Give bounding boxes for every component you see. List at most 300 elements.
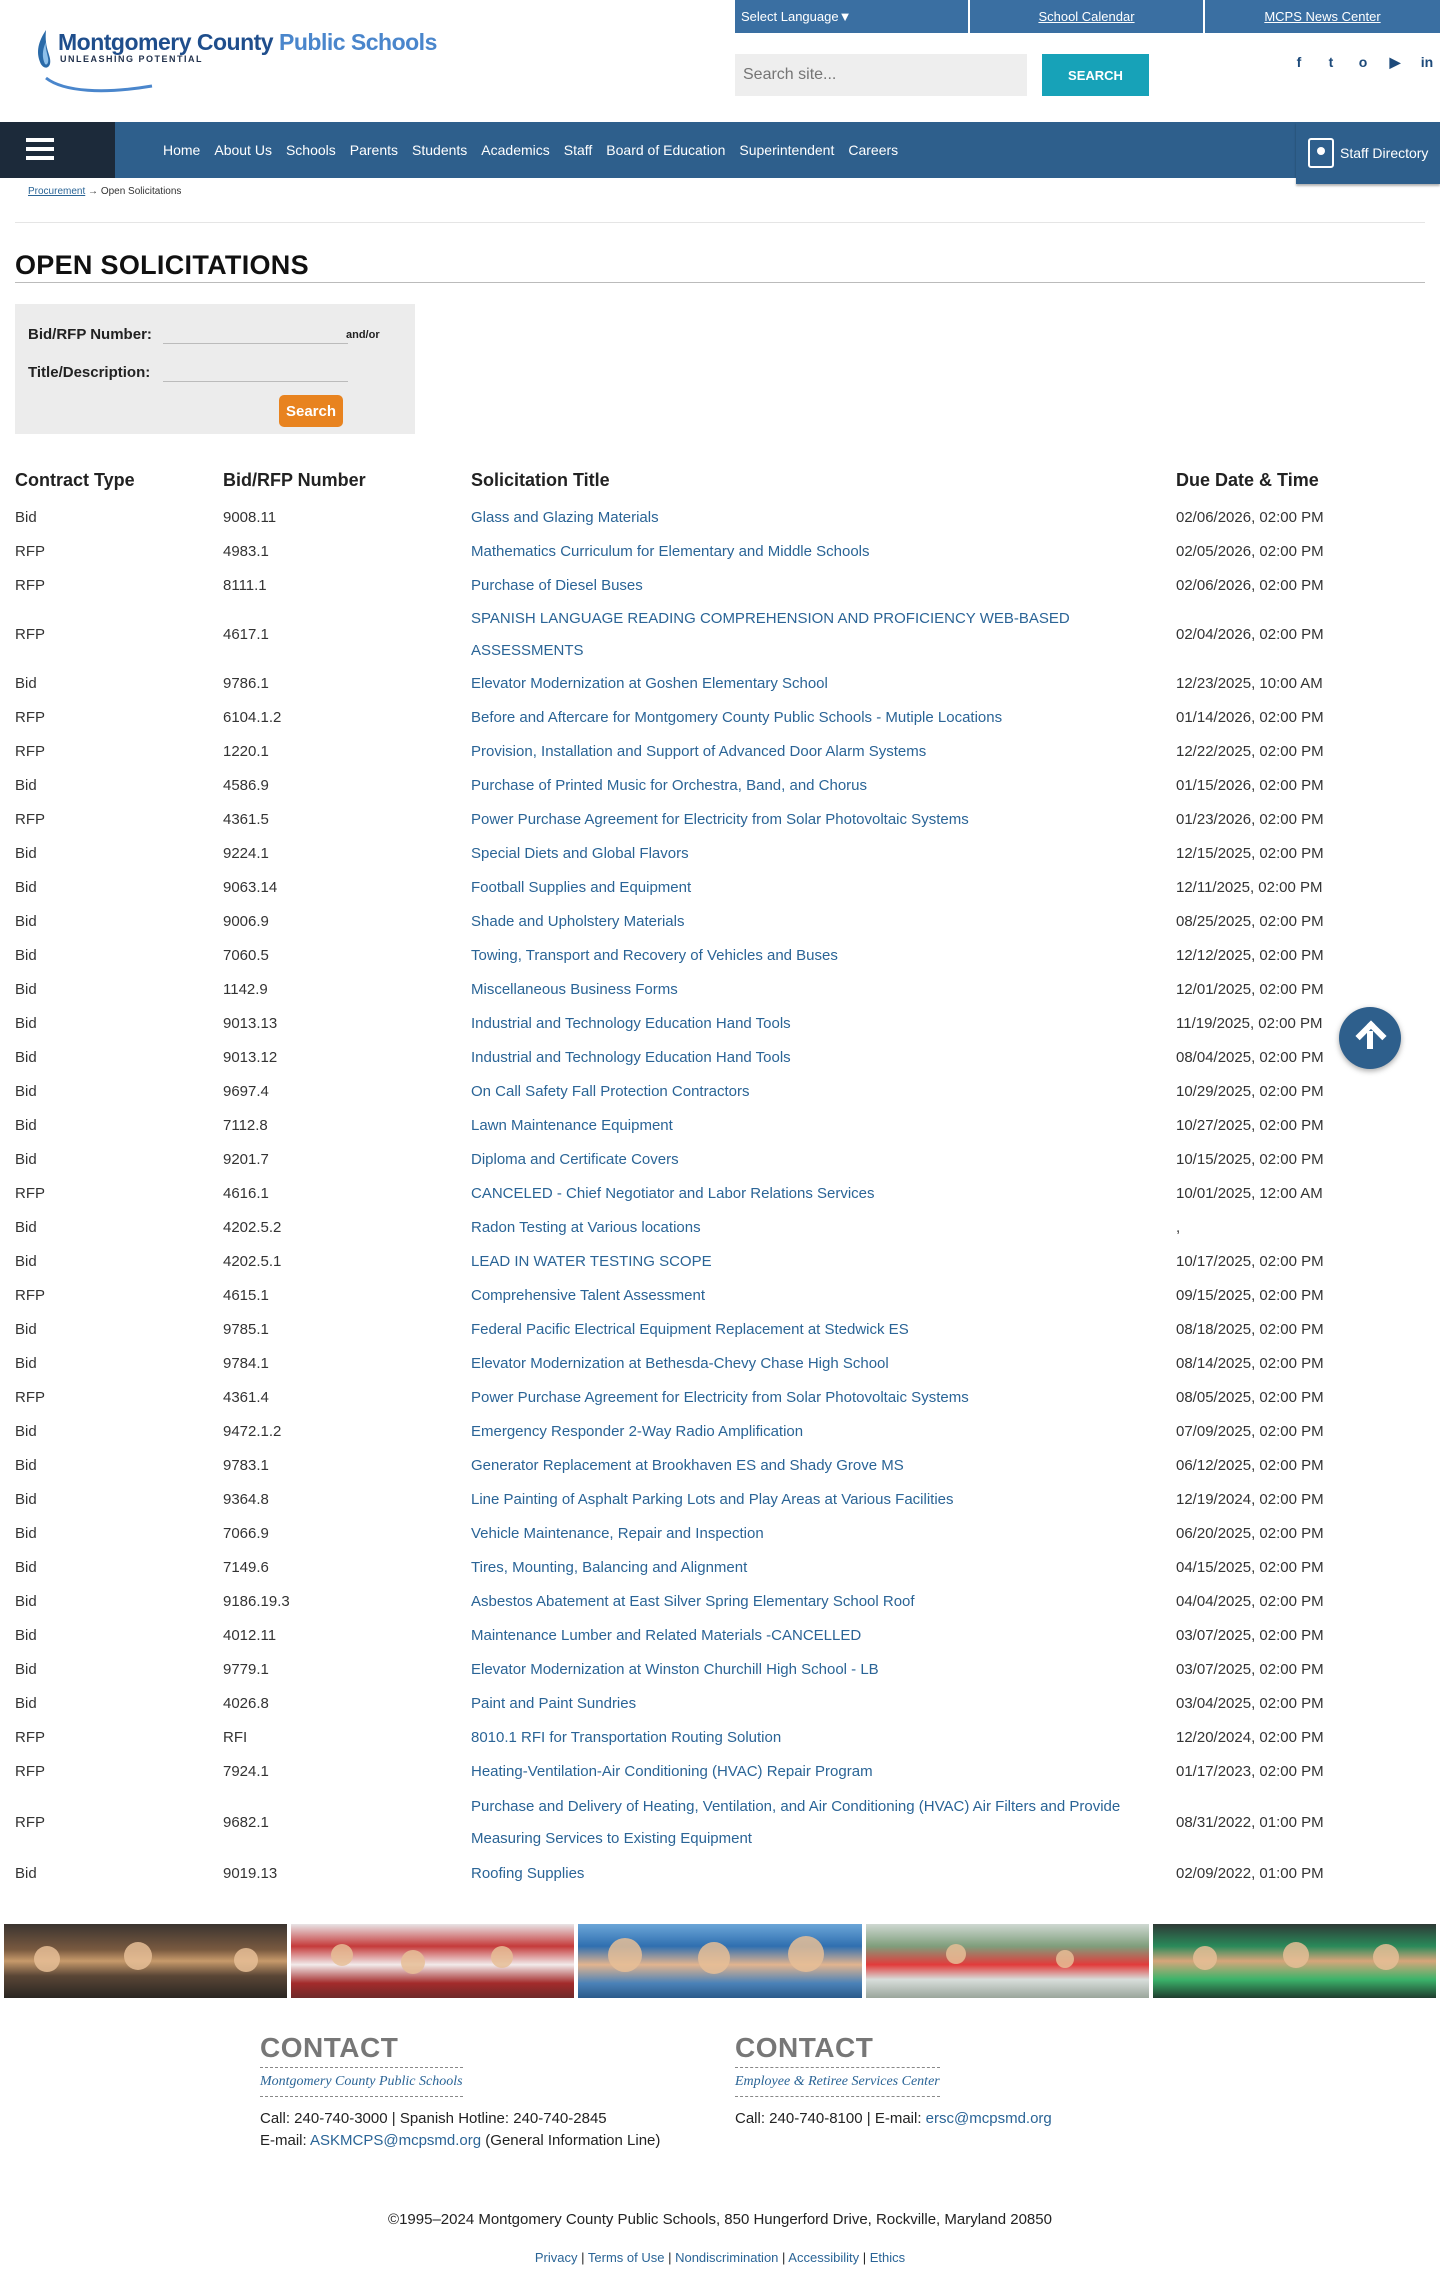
table-row — [15, 1483, 1415, 1517]
solicitation-title-link[interactable]: Tires, Mounting, Balancing and Alignment — [471, 1559, 748, 1576]
solicitation-title-cell — [471, 1585, 1176, 1619]
bid-number-cell: 4361.4 — [223, 1389, 269, 1406]
contract-type-cell: Bid — [15, 777, 37, 794]
privacy-link[interactable]: Privacy — [534, 2250, 578, 2265]
due-date-cell: 01/15/2026, 02:00 PM — [1176, 777, 1324, 794]
solicitation-title-link[interactable]: Elevator Modernization at Winston Churchill High School - LB — [471, 1661, 879, 1678]
bid-number-cell: 9784.1 — [223, 1355, 269, 1372]
bid-number-cell: 9006.9 — [223, 913, 269, 930]
contract-type-cell: Bid — [15, 1355, 37, 1372]
youtube-icon[interactable]: ▶ — [1389, 54, 1401, 70]
breadcrumb — [28, 186, 181, 197]
solicitation-title-cell — [471, 603, 1176, 667]
photo-students-smiling — [578, 1924, 861, 1998]
solicitation-title-cell — [471, 667, 1176, 701]
table-row — [15, 1653, 1415, 1687]
contract-type-cell: Bid — [15, 1321, 37, 1338]
contract-type-cell: RFP — [15, 811, 45, 828]
solicitation-title-link[interactable]: Emergency Responder 2-Way Radio Amplification — [471, 1423, 804, 1440]
solicitation-title-link[interactable]: Line Painting of Asphalt Parking Lots and Play Areas at Various Facilities — [471, 1491, 954, 1508]
bid-number-cell: 9013.12 — [223, 1049, 278, 1066]
nav-item-board[interactable]: Board of Education — [606, 142, 726, 158]
contract-type-cell: Bid — [15, 845, 37, 862]
header-contract-type[interactable]: Contract Type — [15, 470, 135, 490]
bid-number-cell: 9019.13 — [223, 1865, 278, 1882]
bid-number-input[interactable] — [163, 318, 348, 344]
solicitation-title-link[interactable]: Radon Testing at Various locations — [471, 1219, 701, 1236]
contract-type-cell: Bid — [15, 913, 37, 930]
school-calendar-link[interactable]: School Calendar — [970, 0, 1205, 33]
due-date-cell: 03/07/2025, 02:00 PM — [1176, 1627, 1324, 1644]
contract-type-cell: Bid — [15, 1253, 37, 1270]
contract-type-cell: Bid — [15, 1593, 37, 1610]
bid-number-cell: 9063.14 — [223, 879, 278, 896]
photo-bus-students — [4, 1924, 287, 1998]
solicitation-title-link[interactable]: Diploma and Certificate Covers — [471, 1151, 679, 1168]
due-date-cell: 01/14/2026, 02:00 PM — [1176, 709, 1324, 726]
bid-number-cell: 4617.1 — [223, 626, 269, 643]
bid-number-cell: 7149.6 — [223, 1559, 269, 1576]
menu-hamburger-icon[interactable] — [0, 122, 115, 178]
solicitation-title-link[interactable]: Power Purchase Agreement for Electricity from Solar Photovoltaic Systems — [471, 1389, 969, 1406]
nav-item-careers[interactable]: Careers — [848, 142, 899, 158]
solicitation-title-cell — [471, 1381, 1176, 1415]
divider — [15, 222, 1425, 223]
due-date-cell: 08/25/2025, 02:00 PM — [1176, 913, 1324, 930]
contract-type-cell: Bid — [15, 1423, 37, 1440]
breadcrumb-arrow: → — [88, 186, 99, 197]
solicitation-title-cell — [471, 1619, 1176, 1653]
logo-name-part2: Public Schools — [279, 29, 437, 55]
bid-number-cell: 9785.1 — [223, 1321, 269, 1338]
table-row — [15, 939, 1415, 973]
due-date-cell: 12/20/2024, 02:00 PM — [1176, 1729, 1324, 1746]
site-search-input[interactable] — [735, 54, 1027, 96]
ersc-email-link[interactable]: ersc@mcpsmd.org — [925, 2110, 1052, 2127]
footer-links: Privacy | Terms of Use | Nondiscrimination | Accessibility | Ethics — [534, 2250, 906, 2265]
solicitation-title-cell — [471, 1687, 1176, 1721]
solicitation-title-cell — [471, 1347, 1176, 1381]
due-date-cell: 02/05/2026, 02:00 PM — [1176, 543, 1324, 560]
facebook-icon[interactable]: f — [1296, 54, 1302, 70]
table-row — [15, 501, 1415, 535]
bid-number-cell: 1142.9 — [223, 981, 268, 998]
solicitations-table — [15, 470, 1415, 1891]
table-row — [15, 1687, 1415, 1721]
due-date-cell: 07/09/2025, 02:00 PM — [1176, 1423, 1324, 1440]
nav-item-students[interactable]: Students — [412, 142, 468, 158]
due-date-cell: 10/15/2025, 02:00 PM — [1176, 1151, 1324, 1168]
table-row — [15, 1313, 1415, 1347]
bid-number-cell: 9472.1.2 — [223, 1423, 282, 1440]
solicitation-title-cell — [471, 1449, 1176, 1483]
bid-number-cell: 7924.1 — [223, 1763, 269, 1780]
contract-type-cell: Bid — [15, 1457, 37, 1474]
table-row — [15, 1041, 1415, 1075]
ethics-link[interactable]: Ethics — [869, 2250, 906, 2265]
bid-number-cell: 9008.11 — [223, 509, 277, 526]
language-select[interactable]: Select Language▼ — [735, 0, 970, 33]
header-due-date[interactable]: Due Date & Time — [1176, 470, 1319, 490]
table-body — [15, 501, 1415, 1891]
due-date-cell: 12/23/2025, 10:00 AM — [1176, 675, 1323, 692]
bid-number-cell: 4616.1 — [223, 1185, 269, 1202]
solicitation-title-link[interactable]: Comprehensive Talent Assessment — [471, 1287, 706, 1304]
solicitation-title-link[interactable]: Lawn Maintenance Equipment — [471, 1117, 673, 1134]
contract-type-cell: RFP — [15, 1185, 45, 1202]
contact-org-name: Montgomery County Public Schools — [260, 2067, 463, 2097]
email-prefix: E-mail: — [260, 2132, 307, 2149]
header-bid-number[interactable]: Bid/RFP Number — [223, 470, 366, 490]
nav-item-academics[interactable]: Academics — [481, 142, 550, 158]
nav-item-staff[interactable]: Staff — [563, 142, 593, 158]
bid-number-cell: 7060.5 — [223, 947, 269, 964]
contact-card-icon — [1308, 138, 1334, 168]
table-row — [15, 1449, 1415, 1483]
table-row — [15, 1245, 1415, 1279]
table-row — [15, 837, 1415, 871]
breadcrumb-procurement[interactable]: Procurement — [28, 186, 86, 197]
solicitation-title-cell — [471, 769, 1176, 803]
table-row — [15, 1007, 1415, 1041]
contract-type-cell: RFP — [15, 626, 45, 643]
bid-number-cell: 9013.13 — [223, 1015, 278, 1032]
title-description-input[interactable] — [163, 356, 348, 382]
askmcps-email-link[interactable]: ASKMCPS@mcpsmd.org — [310, 2132, 482, 2149]
table-row — [15, 905, 1415, 939]
solicitation-title-link[interactable]: Special Diets and Global Flavors — [471, 845, 689, 862]
solicitation-title-cell — [471, 1551, 1176, 1585]
due-date-cell: 08/31/2022, 01:00 PM — [1176, 1814, 1324, 1831]
table-row — [15, 1143, 1415, 1177]
bid-number-cell: 4026.8 — [223, 1695, 269, 1712]
contract-type-cell: Bid — [15, 1661, 37, 1678]
table-row — [15, 1415, 1415, 1449]
table-row — [15, 803, 1415, 837]
bid-number-cell: 9779.1 — [223, 1661, 269, 1678]
table-row — [15, 1517, 1415, 1551]
instagram-icon[interactable]: o — [1358, 54, 1368, 70]
nav-item-parents[interactable]: Parents — [349, 142, 399, 158]
title-underline — [15, 282, 1425, 283]
due-date-cell: 02/04/2026, 02:00 PM — [1176, 626, 1324, 643]
social-links — [1290, 54, 1436, 71]
copyright: ©1995–2024 Montgomery County Public Schools, 850 Hungerford Drive, Rockville, Maryland 20850 — [388, 2211, 1052, 2228]
contract-type-cell: Bid — [15, 1627, 37, 1644]
bid-number-cell: 9201.7 — [223, 1151, 269, 1168]
due-date-cell: 08/04/2025, 02:00 PM — [1176, 1049, 1324, 1066]
due-date-cell: 03/07/2025, 02:00 PM — [1176, 1661, 1324, 1678]
solicitation-title-link[interactable]: Industrial and Technology Education Hand Tools — [471, 1015, 791, 1032]
table-row — [15, 735, 1415, 769]
contract-type-cell: Bid — [15, 1117, 37, 1134]
contract-type-cell: Bid — [15, 947, 37, 964]
solicitation-title-cell — [471, 803, 1176, 837]
contract-type-cell: Bid — [15, 675, 37, 692]
table-row — [15, 973, 1415, 1007]
solicitation-title-cell — [471, 905, 1176, 939]
contract-type-cell: Bid — [15, 1525, 37, 1542]
solicitation-title-link[interactable]: Purchase of Printed Music for Orchestra, Band, and Chorus — [471, 777, 868, 794]
accessibility-link[interactable]: Accessibility — [788, 2250, 860, 2265]
solicitation-title-cell — [471, 735, 1176, 769]
email-suffix: (General Information Line) — [485, 2132, 661, 2149]
contract-type-cell: Bid — [15, 1559, 37, 1576]
due-date-cell: 10/29/2025, 02:00 PM — [1176, 1083, 1324, 1100]
solicitation-title-cell — [471, 501, 1176, 535]
nav-item-home[interactable]: Home — [163, 142, 201, 158]
nondiscrimination-link[interactable]: Nondiscrimination — [675, 2250, 779, 2265]
solicitation-title-link[interactable]: Towing, Transport and Recovery of Vehicles and Buses — [471, 947, 838, 964]
table-row — [15, 1279, 1415, 1313]
table-row — [15, 1347, 1415, 1381]
due-date-cell: 12/01/2025, 02:00 PM — [1176, 981, 1324, 998]
ersc-phone: Call: 240-740-8100 | E-mail: — [735, 2110, 922, 2127]
table-row — [15, 535, 1415, 569]
table-row — [15, 1551, 1415, 1585]
bid-number-cell: 9697.4 — [223, 1083, 269, 1100]
table-row — [15, 701, 1415, 735]
solicitation-title-link[interactable]: Shade and Upholstery Materials — [471, 913, 685, 930]
solicitation-title-link[interactable]: CANCELED - Chief Negotiator and Labor Relations Services — [471, 1185, 875, 1202]
due-date-cell: 06/20/2025, 02:00 PM — [1176, 1525, 1324, 1542]
bid-number-cell: 7112.8 — [223, 1117, 268, 1134]
due-date-cell: , — [1176, 1219, 1181, 1236]
solicitation-title-cell — [471, 1653, 1176, 1687]
table-row — [15, 1619, 1415, 1653]
contract-type-cell: Bid — [15, 1083, 37, 1100]
bid-number-cell: 6104.1.2 — [223, 709, 282, 726]
contact-phone-line: Call: 240-740-3000 | Spanish Hotline: 240-740-2845 — [260, 2110, 607, 2127]
table-row — [15, 603, 1415, 667]
nav-links — [163, 122, 912, 178]
solicitation-filter — [15, 304, 415, 434]
solicitation-title-link[interactable]: Before and Aftercare for Montgomery County Public Schools - Mutiple Locations — [471, 709, 1003, 726]
due-date-cell: 02/06/2026, 02:00 PM — [1176, 577, 1324, 594]
table-row — [15, 1075, 1415, 1109]
contract-type-cell: RFP — [15, 1814, 45, 1831]
due-date-cell: 08/14/2025, 02:00 PM — [1176, 1355, 1324, 1372]
due-date-cell: 12/15/2025, 02:00 PM — [1176, 845, 1324, 862]
mcps-logo[interactable] — [34, 28, 437, 88]
solicitation-title-link[interactable]: Football Supplies and Equipment — [471, 879, 692, 896]
solicitation-title-link[interactable]: Elevator Modernization at Bethesda-Chevy Chase High School — [471, 1355, 889, 1372]
bid-number-cell: 4012.11 — [223, 1627, 277, 1644]
solicitation-title-link[interactable]: SPANISH LANGUAGE READING COMPREHENSION AND PROFICIENCY WEB-BASED ASSESSMENTS — [471, 610, 1070, 659]
solicitation-title-cell — [471, 1857, 1176, 1891]
due-date-cell: 02/06/2026, 02:00 PM — [1176, 509, 1324, 526]
contract-type-cell: Bid — [15, 1015, 37, 1032]
due-date-cell: 10/01/2025, 12:00 AM — [1176, 1185, 1323, 1202]
contract-type-cell: RFP — [15, 709, 45, 726]
title-description-label: Title/Description: — [28, 364, 151, 381]
solicitation-title-cell — [471, 535, 1176, 569]
solicitation-title-cell — [471, 973, 1176, 1007]
due-date-cell: 04/15/2025, 02:00 PM — [1176, 1559, 1324, 1576]
photo-sports-track — [866, 1924, 1149, 1998]
bid-number-cell: 4202.5.1 — [223, 1253, 282, 1270]
bid-number-cell: 1220.1 — [223, 743, 269, 760]
solicitation-title-cell — [471, 1789, 1176, 1857]
nav-item-schools[interactable]: Schools — [285, 142, 336, 158]
bid-number-cell: 4983.1 — [223, 543, 269, 560]
utility-bar — [735, 0, 1440, 33]
solicitation-title-cell — [471, 1211, 1176, 1245]
solicitation-title-link[interactable]: LEAD IN WATER TESTING SCOPE — [471, 1253, 712, 1270]
solicitation-title-link[interactable]: Paint and Paint Sundries — [471, 1695, 637, 1712]
solicitation-title-link[interactable]: Mathematics Curriculum for Elementary and Middle Schools — [471, 543, 870, 560]
solicitation-title-link[interactable]: Roofing Supplies — [471, 1865, 585, 1882]
table-row — [15, 769, 1415, 803]
table-header-row — [15, 470, 1415, 501]
solicitation-title-link[interactable]: Federal Pacific Electrical Equipment Replacement at Stedwick ES — [471, 1321, 909, 1338]
solicitation-title-cell — [471, 569, 1176, 603]
photo-marching-band — [291, 1924, 574, 1998]
due-date-cell: 04/04/2025, 02:00 PM — [1176, 1593, 1324, 1610]
staff-directory-label: Staff Directory — [1340, 145, 1429, 161]
contract-type-cell: Bid — [15, 1491, 37, 1508]
solicitation-title-link[interactable]: Power Purchase Agreement for Electricity from Solar Photovoltaic Systems — [471, 811, 969, 828]
breadcrumb-current: Open Solicitations — [100, 186, 182, 197]
nav-item-about-us[interactable]: About Us — [214, 142, 272, 158]
contact-heading: CONTACT — [260, 2032, 399, 2063]
solicitation-title-cell — [471, 837, 1176, 871]
logo-name — [58, 28, 437, 56]
back-to-top-icon[interactable] — [1339, 1007, 1401, 1069]
contact-mcps — [260, 2032, 680, 2152]
solicitation-title-link[interactable]: Glass and Glazing Materials — [471, 509, 659, 526]
terms-link[interactable]: Terms of Use — [587, 2250, 665, 2265]
logo-tagline: UNLEASHING POTENTIAL — [60, 54, 204, 64]
news-center-link[interactable]: MCPS News Center — [1205, 0, 1440, 33]
table-row — [15, 1211, 1415, 1245]
contract-type-cell: RFP — [15, 1763, 45, 1780]
solicitation-title-link[interactable]: On Call Safety Fall Protection Contractors — [471, 1083, 750, 1100]
solicitation-title-link[interactable]: Asbestos Abatement at East Silver Spring Elementary School Roof — [471, 1593, 915, 1610]
due-date-cell: 10/17/2025, 02:00 PM — [1176, 1253, 1324, 1270]
contract-type-cell: RFP — [15, 1287, 45, 1304]
bid-number-cell: 9224.1 — [223, 845, 269, 862]
due-date-cell: 03/04/2025, 02:00 PM — [1176, 1695, 1324, 1712]
solicitation-title-link[interactable]: 8010.1 RFI for Transportation Routing Solution — [471, 1729, 782, 1746]
header-solicitation-title[interactable]: Solicitation Title — [471, 470, 610, 490]
solicitation-title-cell — [471, 1755, 1176, 1789]
due-date-cell: 06/12/2025, 02:00 PM — [1176, 1457, 1324, 1474]
contract-type-cell: Bid — [15, 1219, 37, 1236]
contract-type-cell: RFP — [15, 543, 45, 560]
bid-number-cell: 8111.1 — [223, 577, 267, 594]
bid-number-cell: 4615.1 — [223, 1287, 269, 1304]
andor-label: and/or — [346, 329, 380, 341]
table-row — [15, 569, 1415, 603]
due-date-cell: 12/11/2025, 02:00 PM — [1176, 879, 1323, 896]
contact-ersc — [735, 2032, 1155, 2130]
contract-type-cell: Bid — [15, 1865, 37, 1882]
logo-name-part1: Montgomery County — [58, 29, 274, 55]
solicitation-title-cell — [471, 1483, 1176, 1517]
due-date-cell: 12/19/2024, 02:00 PM — [1176, 1491, 1324, 1508]
solicitation-title-link[interactable]: Provision, Installation and Support of Advanced Door Alarm Systems — [471, 743, 927, 760]
contact-email-line — [260, 2130, 680, 2152]
linkedin-icon[interactable]: in — [1420, 54, 1434, 70]
solicitation-title-cell — [471, 1279, 1176, 1313]
solicitation-title-cell — [471, 1245, 1176, 1279]
solicitation-title-cell — [471, 939, 1176, 973]
bid-number-cell: 9786.1 — [223, 675, 269, 692]
solicitation-title-cell — [471, 701, 1176, 735]
photo-students-cheering — [1153, 1924, 1436, 1998]
due-date-cell: 01/17/2023, 02:00 PM — [1176, 1763, 1324, 1780]
contract-type-cell: Bid — [15, 1049, 37, 1066]
bid-number-cell: 9186.19.3 — [223, 1593, 290, 1610]
photo-strip — [4, 1924, 1436, 1998]
table-row — [15, 1755, 1415, 1789]
main-nav — [0, 122, 1440, 178]
table-row — [15, 667, 1415, 701]
page-title: OPEN SOLICITATIONS — [15, 250, 309, 280]
table-row — [15, 1721, 1415, 1755]
solicitation-title-link[interactable]: Vehicle Maintenance, Repair and Inspection — [471, 1525, 764, 1542]
contact-org-name: Employee & Retiree Services Center — [735, 2067, 940, 2097]
contact-heading: CONTACT — [735, 2032, 874, 2063]
contract-type-cell: Bid — [15, 509, 37, 526]
staff-directory-button[interactable] — [1296, 122, 1440, 184]
due-date-cell: 08/05/2025, 02:00 PM — [1176, 1389, 1324, 1406]
contract-type-cell: RFP — [15, 1389, 45, 1406]
site-search-button[interactable]: SEARCH — [1042, 54, 1149, 96]
table-row — [15, 1177, 1415, 1211]
contract-type-cell: Bid — [15, 981, 37, 998]
solicitation-title-cell — [471, 1041, 1176, 1075]
solicitation-title-link[interactable]: Elevator Modernization at Goshen Elementary School — [471, 675, 828, 692]
solicitation-title-link[interactable]: Maintenance Lumber and Related Materials -CANCELLED — [471, 1627, 862, 1644]
solicitation-title-cell — [471, 1075, 1176, 1109]
solicitation-title-link[interactable]: Industrial and Technology Education Hand Tools — [471, 1049, 791, 1066]
bid-number-cell: 4586.9 — [223, 777, 269, 794]
due-date-cell: 10/27/2025, 02:00 PM — [1176, 1117, 1324, 1134]
solicitation-title-link[interactable]: Generator Replacement at Brookhaven ES and Shady Grove MS — [471, 1457, 904, 1474]
table-row — [15, 1585, 1415, 1619]
due-date-cell: 02/09/2022, 01:00 PM — [1176, 1865, 1324, 1882]
solicitation-title-link[interactable]: Miscellaneous Business Forms — [471, 981, 678, 998]
contract-type-cell: RFP — [15, 577, 45, 594]
solicitation-title-cell — [471, 1143, 1176, 1177]
solicitation-title-link[interactable]: Purchase and Delivery of Heating, Ventilation, and Air Conditioning (HVAC) Air Filters and Provide Measuring Services to Existing Equipment — [471, 1798, 1121, 1847]
solicitation-title-cell — [471, 1177, 1176, 1211]
solicitation-title-link[interactable]: Purchase of Diesel Buses — [471, 577, 643, 594]
table-row — [15, 1857, 1415, 1891]
contract-type-cell: RFP — [15, 1729, 45, 1746]
due-date-cell: 11/19/2025, 02:00 PM — [1176, 1015, 1323, 1032]
bid-number-cell: 9682.1 — [223, 1814, 269, 1831]
nav-item-superintendent[interactable]: Superintendent — [739, 142, 835, 158]
bid-number-cell: 4202.5.2 — [223, 1219, 282, 1236]
contact-phone-line — [735, 2108, 1155, 2130]
contract-type-cell: RFP — [15, 743, 45, 760]
table-row — [15, 1109, 1415, 1143]
solicitation-title-link[interactable]: Heating-Ventilation-Air Conditioning (HVAC) Repair Program — [471, 1763, 873, 1780]
twitter-icon[interactable]: t — [1328, 54, 1334, 70]
due-date-cell: 01/23/2026, 02:00 PM — [1176, 811, 1324, 828]
filter-search-button[interactable]: Search — [279, 395, 343, 427]
solicitation-title-cell — [471, 1721, 1176, 1755]
solicitation-title-cell — [471, 1109, 1176, 1143]
contract-type-cell: Bid — [15, 879, 37, 896]
due-date-cell: 09/15/2025, 02:00 PM — [1176, 1287, 1324, 1304]
solicitation-title-cell — [471, 1517, 1176, 1551]
solicitation-title-cell — [471, 1313, 1176, 1347]
site-header — [0, 0, 1440, 122]
